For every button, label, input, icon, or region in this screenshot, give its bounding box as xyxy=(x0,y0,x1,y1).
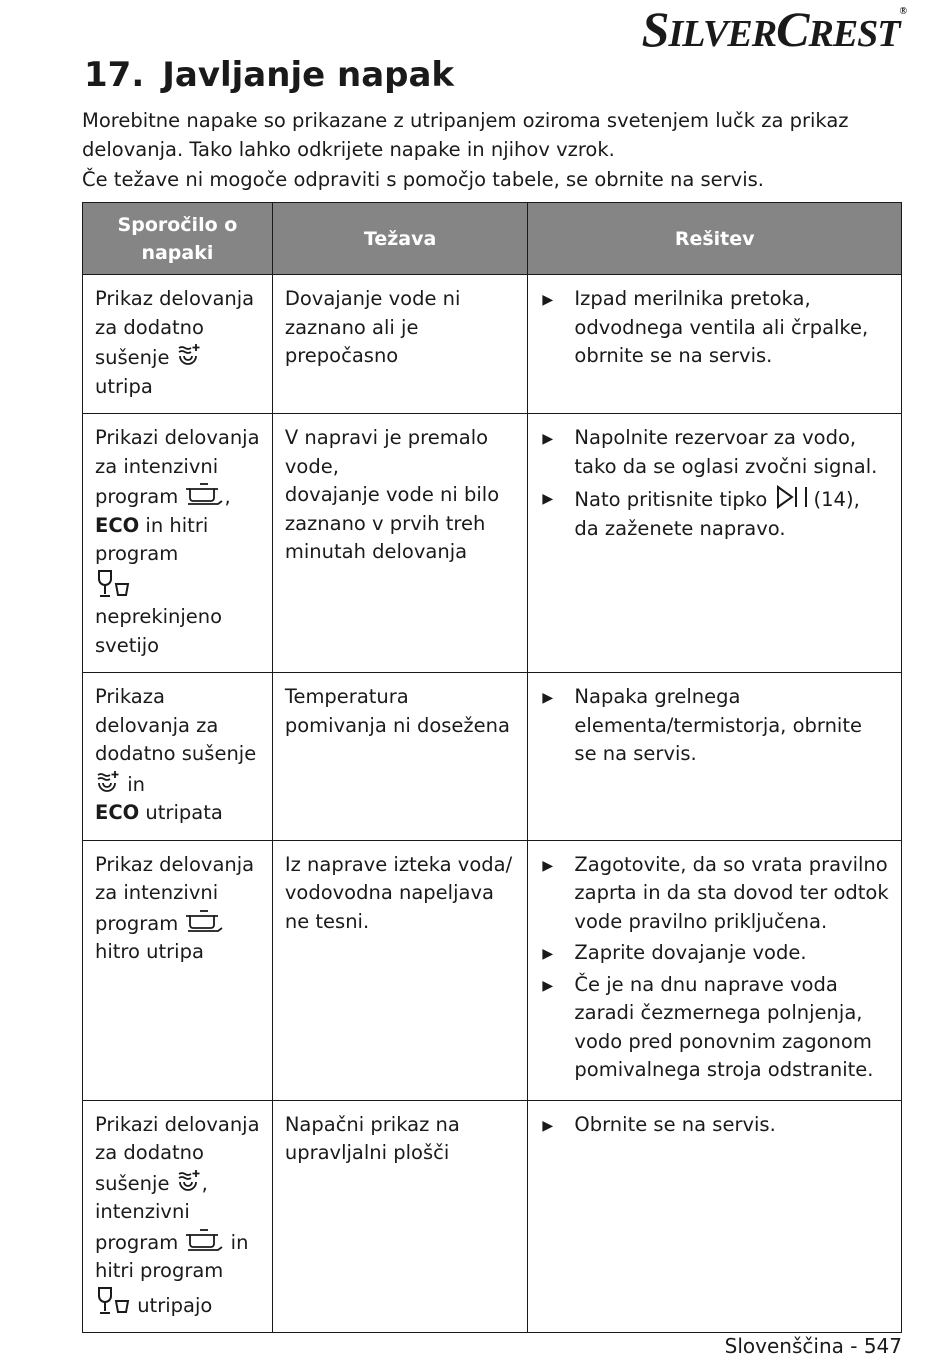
solution-text: (14), da zaženete napravo. xyxy=(574,488,860,540)
page-title xyxy=(84,55,454,95)
solution-cell xyxy=(528,275,902,414)
logo-text: ILVER xyxy=(668,13,777,55)
problem-text: V napravi je premalo vode, xyxy=(284,426,489,478)
solution-item xyxy=(540,851,889,937)
page-footer: Slovenščina - 547 xyxy=(724,1334,902,1358)
problem-cell: Temperatura pomivanja ni dosežena xyxy=(272,673,528,841)
message-cell xyxy=(83,840,273,1100)
extra-dry-icon xyxy=(176,342,202,368)
message-text: utripa xyxy=(95,374,153,398)
eco-label: ECO xyxy=(95,513,140,537)
solution-cell xyxy=(528,673,902,841)
extra-dry-icon xyxy=(176,1168,202,1194)
bullet-triangle-icon: ▶ xyxy=(542,491,554,507)
solution-text: Zagotovite, da so vrata pravilno zaprta in da sta dovod ter odtok vode pravilno priključena. xyxy=(574,852,889,933)
registered-mark: ® xyxy=(899,6,906,17)
bullet-triangle-icon: ▶ xyxy=(542,690,554,706)
message-text: utripajo xyxy=(137,1293,213,1317)
message-text: Prikaz delovanja za intenzivni program xyxy=(95,852,255,935)
table-row xyxy=(83,840,902,1100)
solution-text: Če je na dnu naprave voda zaradi čezmernega polnjenja, vodo pred ponovnim zagonom pomivalnega stroja odstranite. xyxy=(574,972,874,1081)
solution-item xyxy=(540,971,889,1085)
table-row xyxy=(83,414,902,673)
bullet-triangle-icon: ▶ xyxy=(542,977,554,994)
table-row xyxy=(83,1100,902,1333)
problem-cell: Dovajanje vode ni zaznano ali je prepočasno xyxy=(272,275,528,414)
quick-program-icon xyxy=(95,1286,131,1316)
problem-cell: Napačni prikaz na upravljalni plošči xyxy=(272,1100,528,1333)
solution-item xyxy=(540,484,889,543)
bullet-triangle-icon: ▶ xyxy=(542,946,554,962)
message-text: Prikazi delovanja za intenzivni program xyxy=(95,426,260,508)
solution-item xyxy=(540,285,889,371)
problem-text: dovajanje vode ni bilo zaznano v prvih treh minutah delovanja xyxy=(284,483,500,563)
start-pause-icon xyxy=(774,484,814,510)
intro-paragraph: Če težave ni mogoče odpraviti s pomočjo tabele, se obrnite na servis. xyxy=(82,168,764,191)
message-text: neprekinjeno svetijo xyxy=(95,605,223,657)
intro-paragraph: Morebitne napake so prikazane z utripanjem oziroma svetenjem lučk za prikaz delovanja. Tako lahko odkrijete napake in njihov vzrok. xyxy=(82,109,849,161)
message-text: hitro utripa xyxy=(95,940,204,963)
solution-item xyxy=(540,683,889,769)
header-message: Sporočilo o napaki xyxy=(83,203,273,275)
solution-text: Nato pritisnite tipko xyxy=(574,488,768,511)
section-title: Javljanje napak xyxy=(162,55,455,95)
quick-program-icon xyxy=(95,569,131,599)
message-text: in hitri program xyxy=(95,1230,249,1282)
message-text: in hitri program xyxy=(95,513,209,565)
eco-label: ECO xyxy=(95,801,140,824)
solution-text: Napaka grelnega elementa/termistorja, obrnite se na servis. xyxy=(574,685,862,765)
intensive-program-icon xyxy=(184,1227,224,1253)
message-text: , xyxy=(224,485,231,508)
message-cell xyxy=(83,1100,273,1333)
message-cell xyxy=(83,673,273,841)
bullet-triangle-icon: ▶ xyxy=(542,857,554,874)
problem-cell: Iz naprave izteka voda/ vodovodna napeljava ne tesni. xyxy=(272,840,528,1100)
solution-item xyxy=(540,424,889,481)
bullet-triangle-icon: ▶ xyxy=(542,431,554,447)
brand-logo xyxy=(642,0,906,58)
message-cell xyxy=(83,275,273,414)
solution-item xyxy=(540,939,889,968)
message-text: utripata xyxy=(145,801,223,824)
intro-text xyxy=(82,107,892,195)
solution-item xyxy=(540,1111,889,1140)
header-solution: Rešitev xyxy=(528,203,902,275)
table-row xyxy=(83,275,902,414)
solution-cell xyxy=(528,414,902,673)
logo-text: REST xyxy=(808,13,900,55)
header-problem: Težava xyxy=(272,203,528,275)
solution-text: Napolnite rezervoar za vodo, tako da se oglasi zvočni signal. xyxy=(574,426,878,478)
message-cell xyxy=(83,414,273,673)
message-text: Prikazi delovanja za dodatno sušenje xyxy=(95,1112,260,1195)
message-text: Prikaza delovanja za dodatno sušenje xyxy=(95,685,257,765)
table-header-row xyxy=(83,203,902,275)
message-text: Prikaz delovanja za dodatno sušenje xyxy=(95,287,255,369)
logo-letter: C xyxy=(776,1,809,57)
table-row xyxy=(83,673,902,841)
solution-text: Izpad merilnika pretoka, odvodnega ventila ali črpalke, obrnite se na servis. xyxy=(574,287,869,367)
problem-cell xyxy=(272,414,528,673)
solution-cell xyxy=(528,1100,902,1333)
solution-cell xyxy=(528,840,902,1100)
logo-letter: S xyxy=(641,1,669,57)
solution-text: Obrnite se na servis. xyxy=(574,1112,776,1136)
bullet-triangle-icon: ▶ xyxy=(542,292,554,308)
extra-dry-icon xyxy=(95,769,121,795)
message-text: in xyxy=(127,772,145,796)
bullet-triangle-icon: ▶ xyxy=(542,1117,554,1134)
section-number: 17. xyxy=(84,55,145,95)
intensive-program-icon xyxy=(184,908,224,934)
error-table xyxy=(82,202,902,1333)
message-text: , intenzivni program xyxy=(95,1171,208,1254)
intensive-program-icon xyxy=(184,481,224,507)
solution-text: Zaprite dovajanje vode. xyxy=(574,941,807,964)
